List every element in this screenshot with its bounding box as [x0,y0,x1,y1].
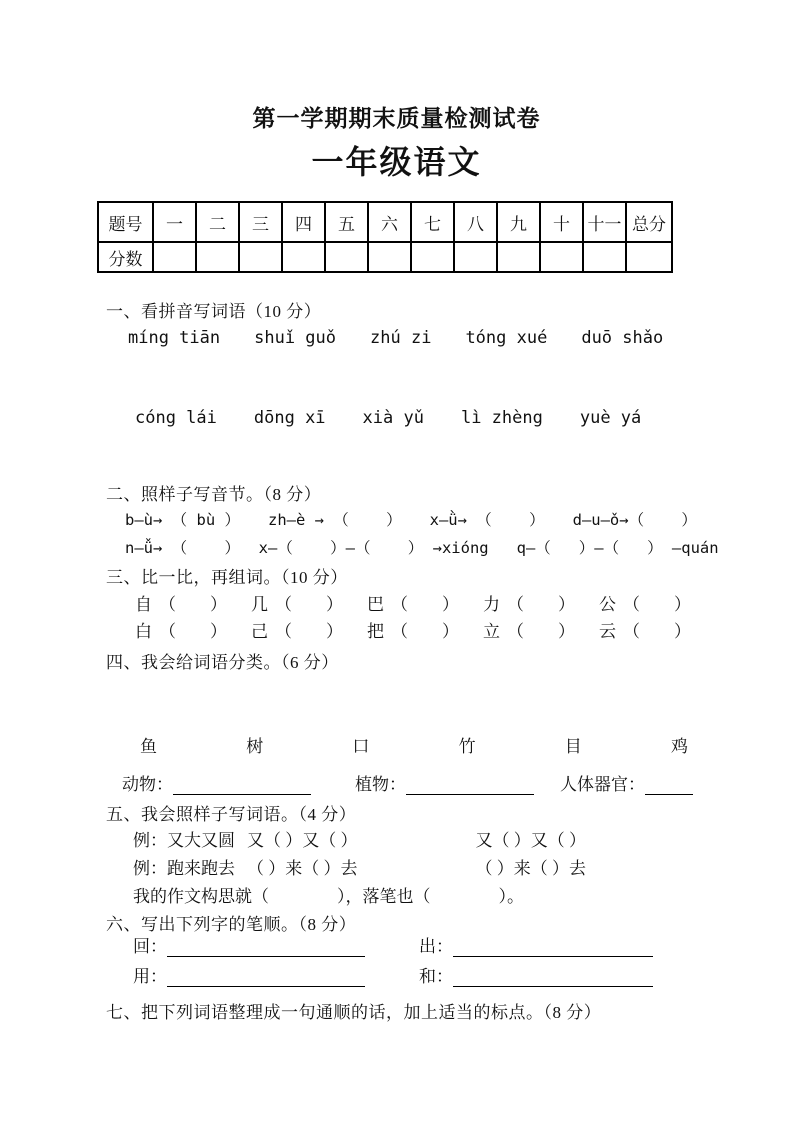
example1-blank-b: 又（ ）又（ ） [475,831,586,850]
section5-example2-row [133,854,586,879]
stroke-answer-blank [167,966,365,987]
answer-bracket: （ ） [391,622,459,641]
example2-blank-a: （ ）来（ ）去 [247,859,358,878]
score-cell [497,242,540,272]
answer-bracket: （ ） [507,622,575,641]
section2-line2: n—ǚ→ （ ） x—（ ）—（ ） →xióng q—（ ）—（ ） —quán [125,539,719,557]
score-table-header-cell: 四 [282,202,325,242]
score-cell [153,242,196,272]
score-cell [196,242,239,272]
pinyin-word: shuǐ guǒ [254,328,337,348]
example2-text: 例：跑来跑去 [133,859,235,878]
answer-bracket: （ ） [623,595,691,614]
pinyin-word: lì zhèng [460,408,543,428]
exam-subtitle: 一年级语文 [311,144,482,180]
score-table-header-cell: 二 [196,202,239,242]
score-table-header-row [98,202,672,242]
section2-heading: 二、照样子写音节。（8 分） [106,485,322,504]
score-table-header-cell: 九 [497,202,540,242]
stroke-answer-blank [453,936,653,957]
section5-sentence-line: 我的作文构思就（ ），落笔也（ ）。 [133,887,524,906]
compare-word-group [135,590,227,615]
stroke-char-hui: 回： [133,937,167,956]
score-table [97,201,673,273]
compare-word-group [367,590,459,615]
pinyin-word: duō shǎo [581,328,664,348]
score-table-header-cell: 题号 [98,202,153,242]
score-cell [239,242,282,272]
compare-word-group [251,590,343,615]
compare-word-group [483,617,575,642]
animal-answer-blank [173,774,311,795]
compare-char: 公 [599,595,616,614]
classify-word: 口 [352,737,370,756]
section4-heading: 四、我会给词语分类。（6 分） [106,653,339,672]
stroke-answer-blank [453,966,653,987]
organ-answer-blank [645,774,693,795]
compare-char: 自 [135,595,152,614]
section7-heading: 七、把下列词语整理成一句通顺的话，加上适当的标点。（8 分） [106,1003,602,1022]
answer-bracket: （ ） [159,595,227,614]
compare-word-group [483,590,575,615]
section3-row1 [135,590,691,615]
score-row-label: 分数 [98,242,153,272]
classify-word: 鱼 [140,737,157,756]
compare-char: 己 [251,622,268,641]
score-table-header-cell: 五 [325,202,368,242]
compare-char: 立 [483,622,500,641]
compare-char: 力 [483,595,500,614]
plant-label: 植物： [355,775,406,794]
answer-bracket: （ ） [623,622,691,641]
stroke-char-chu: 出： [419,937,453,956]
answer-bracket: （ ） [275,622,343,641]
section2-line1: b—ù→ （ bù ） zh—è → （ ） x—ǜ→ （ ） d—u—ǒ→（ ） [125,511,697,529]
score-table-header-cell: 三 [239,202,282,242]
section6-row1 [133,932,653,957]
score-table-header-cell: 八 [454,202,497,242]
pinyin-word: míng tiān [128,328,221,348]
score-cell [368,242,411,272]
score-cell [411,242,454,272]
compare-word-group [251,617,343,642]
pinyin-word: yuè yá [579,408,642,428]
compare-word-group [599,590,691,615]
compare-word-group [367,617,459,642]
example2-blank-b: （ ）来（ ）去 [475,859,586,878]
section4-word-list [140,732,688,757]
example1-text: 例：又大又圆 [133,831,235,850]
score-table-header-cell: 十一 [583,202,626,242]
pinyin-word: xià yǔ [362,408,424,428]
example1-blank-a: 又（ ）又（ ） [247,831,358,850]
exam-title: 第一学期期末质量检测试卷 [252,106,541,131]
classify-word: 竹 [458,737,476,756]
classify-word: 鸡 [670,737,688,756]
pinyin-word: dōng xī [253,408,326,428]
plant-answer-blank [406,774,534,795]
stroke-char-he: 和： [419,967,453,986]
animal-label: 动物： [122,775,173,794]
classify-word: 目 [564,737,582,756]
score-cell [583,242,626,272]
score-table-header-cell: 六 [368,202,411,242]
compare-char: 白 [135,622,152,641]
score-table-score-row [98,242,672,272]
organ-label: 人体器官： [560,775,645,794]
score-cell [325,242,368,272]
section1-heading: 一、看拼音写词语（10 分） [106,302,322,321]
pinyin-word: zhú zi [370,328,432,348]
score-cell [626,242,672,272]
section3-heading: 三、比一比，再组词。（10 分） [106,568,348,587]
section5-heading: 五、我会照样子写词语。（4 分） [106,805,357,824]
answer-bracket: （ ） [159,622,227,641]
section3-row2 [135,617,691,642]
pinyin-word: cóng lái [135,408,217,428]
section4-category-row [122,770,693,795]
compare-char: 把 [367,622,384,641]
classify-word: 树 [246,737,264,756]
answer-bracket: （ ） [391,595,459,614]
score-cell [282,242,325,272]
score-cell [454,242,497,272]
compare-char: 云 [599,622,616,641]
pinyin-word: tóng xué [465,328,548,348]
stroke-answer-blank [167,936,365,957]
score-table-header-cell: 七 [411,202,454,242]
answer-bracket: （ ） [275,595,343,614]
section6-row2 [133,962,653,987]
section5-example1-row [133,826,586,851]
compare-char: 巴 [367,595,384,614]
section1-pinyin-row1 [128,328,663,348]
compare-word-group [599,617,691,642]
stroke-char-yong: 用： [133,967,167,986]
section6-heading: 六、写出下列字的笔顺。（8 分） [106,915,357,934]
score-table-header-cell: 十 [540,202,583,242]
compare-char: 几 [251,595,268,614]
score-table-header-cell: 一 [153,202,196,242]
answer-bracket: （ ） [507,595,575,614]
section1-pinyin-row2 [135,408,641,428]
score-cell [540,242,583,272]
score-table-header-cell: 总分 [626,202,672,242]
compare-word-group [135,617,227,642]
